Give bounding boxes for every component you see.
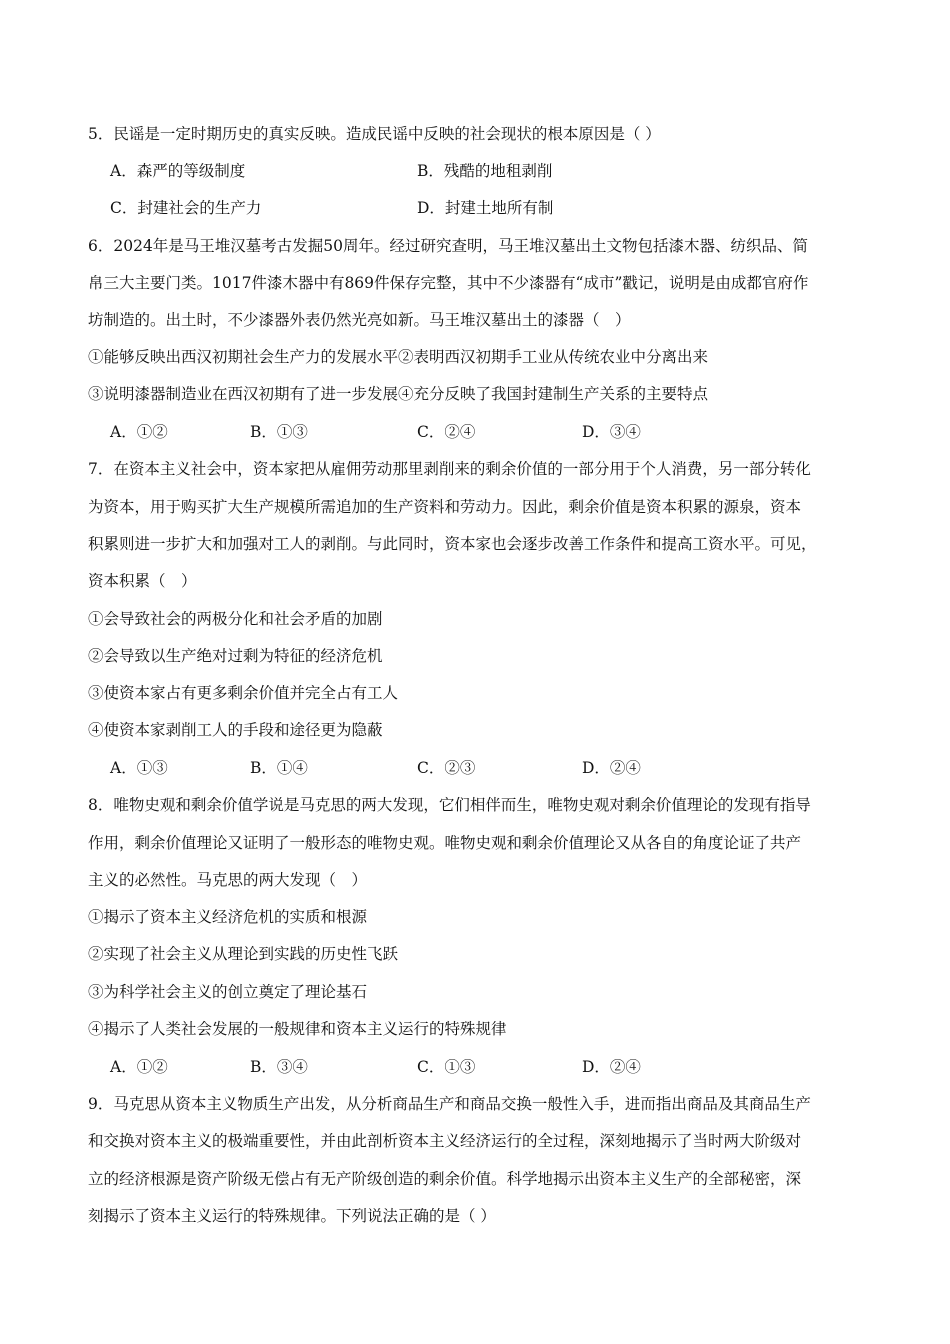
q8-statement-line: ④揭示了人类社会发展的一般规律和资本主义运行的特殊规律 <box>88 1020 507 1038</box>
q8-statement-line: ③为科学社会主义的创立奠定了理论基石 <box>88 983 368 1001</box>
q7-stem-line: 积累则进一步扩大和加强对工人的剥削。与此同时，资本家也会逐步改善工作条件和提高工资水平。可见， <box>88 535 817 553</box>
q7-option-d: D．②④ <box>582 759 641 777</box>
q7-statement-line: ②会导致以生产绝对过剩为特征的经济危机 <box>88 647 383 665</box>
q7-stem-line: 为资本，用于购买扩大生产规模所需追加的生产资料和劳动力。因此，剩余价值是资本积累的源泉，资本 <box>88 498 802 516</box>
q8-option-d: D．②④ <box>582 1058 641 1076</box>
q8-option-b: B．③④ <box>250 1058 308 1076</box>
q5-option-d: D．封建土地所有制 <box>417 199 554 217</box>
q7-statement-line: ③使资本家占有更多剩余价值并完全占有工人 <box>88 684 399 702</box>
q6-option-d: D．③④ <box>582 423 641 441</box>
q5-option-b: B．残酷的地租剥削 <box>417 162 553 180</box>
q8-stem-line: 主义的必然性。马克思的两大发现（ ） <box>88 871 368 889</box>
q6-stem-line: 坊制造的。出土时，不少漆器外表仍然光亮如新。马王堆汉墓出土的漆器（ ） <box>88 311 631 329</box>
q5-option-c: C．封建社会的生产力 <box>110 199 262 217</box>
q6-option-a: A．①② <box>110 423 168 441</box>
q9-stem-line: 立的经济根源是资产阶级无偿占有无产阶级创造的剩余价值。科学地揭示出资本主义生产的全部秘密，深 <box>88 1170 802 1188</box>
q7-stem-line: 7．在资本主义社会中，资本家把从雇佣劳动那里剥削来的剩余价值的一部分用于个人消费，另一部分转化 <box>88 460 811 478</box>
q6-option-c: C．②④ <box>417 423 476 441</box>
q9-stem-line: 和交换对资本主义的极端重要性，并由此剖析资本主义经济运行的全过程，深刻地揭示了当时两大阶级对 <box>88 1132 802 1150</box>
q6-stem-line: 帛三大主要门类。1017件漆木器中有869件保存完整，其中不少漆器有“成市”戳记，说明是由成都官府作 <box>88 274 809 292</box>
q7-option-b: B．①④ <box>250 759 308 777</box>
q8-statement-line: ②实现了社会主义从理论到实践的历史性飞跃 <box>88 945 399 963</box>
q7-option-a: A．①③ <box>110 759 168 777</box>
q8-stem-line: 作用，剩余价值理论又证明了一般形态的唯物史观。唯物史观和剩余价值理论又从各自的角度论证了共产 <box>88 834 802 852</box>
q8-option-c: C．①③ <box>417 1058 476 1076</box>
q7-statement-line: ④使资本家剥削工人的手段和途径更为隐蔽 <box>88 721 383 739</box>
q7-stem-line: 资本积累（ ） <box>88 572 197 590</box>
q5-option-a: A．森严的等级制度 <box>110 162 246 180</box>
q5-stem-line: 5．民谣是一定时期历史的真实反映。造成民谣中反映的社会现状的根本原因是（ ） <box>88 125 661 143</box>
q7-statement-line: ①会导致社会的两极分化和社会矛盾的加剧 <box>88 610 383 628</box>
q7-option-c: C．②③ <box>417 759 476 777</box>
q9-stem-line: 9．马克思从资本主义物质生产出发，从分析商品生产和商品交换一般性入手，进而指出商品及其商品生产 <box>88 1095 811 1113</box>
q6-statement-line: ③说明漆器制造业在西汉初期有了进一步发展④充分反映了我国封建制生产关系的主要特点 <box>88 385 709 403</box>
q8-statement-line: ①揭示了资本主义经济危机的实质和根源 <box>88 908 368 926</box>
q9-stem-line: 刻揭示了资本主义运行的特殊规律。下列说法正确的是（ ） <box>88 1207 496 1225</box>
q6-stem-line: 6．2024年是马王堆汉墓考古发掘50周年。经过研究查明，马王堆汉墓出土文物包括漆木器、纺织品、简 <box>88 237 809 255</box>
q6-option-b: B．①③ <box>250 423 308 441</box>
q6-statement-line: ①能够反映出西汉初期社会生产力的发展水平②表明西汉初期手工业从传统农业中分离出来 <box>88 348 709 366</box>
q8-stem-line: 8．唯物史观和剩余价值学说是马克思的两大发现，它们相伴而生，唯物史观对剩余价值理论的发现有指导 <box>88 796 811 814</box>
q8-option-a: A．①② <box>110 1058 168 1076</box>
